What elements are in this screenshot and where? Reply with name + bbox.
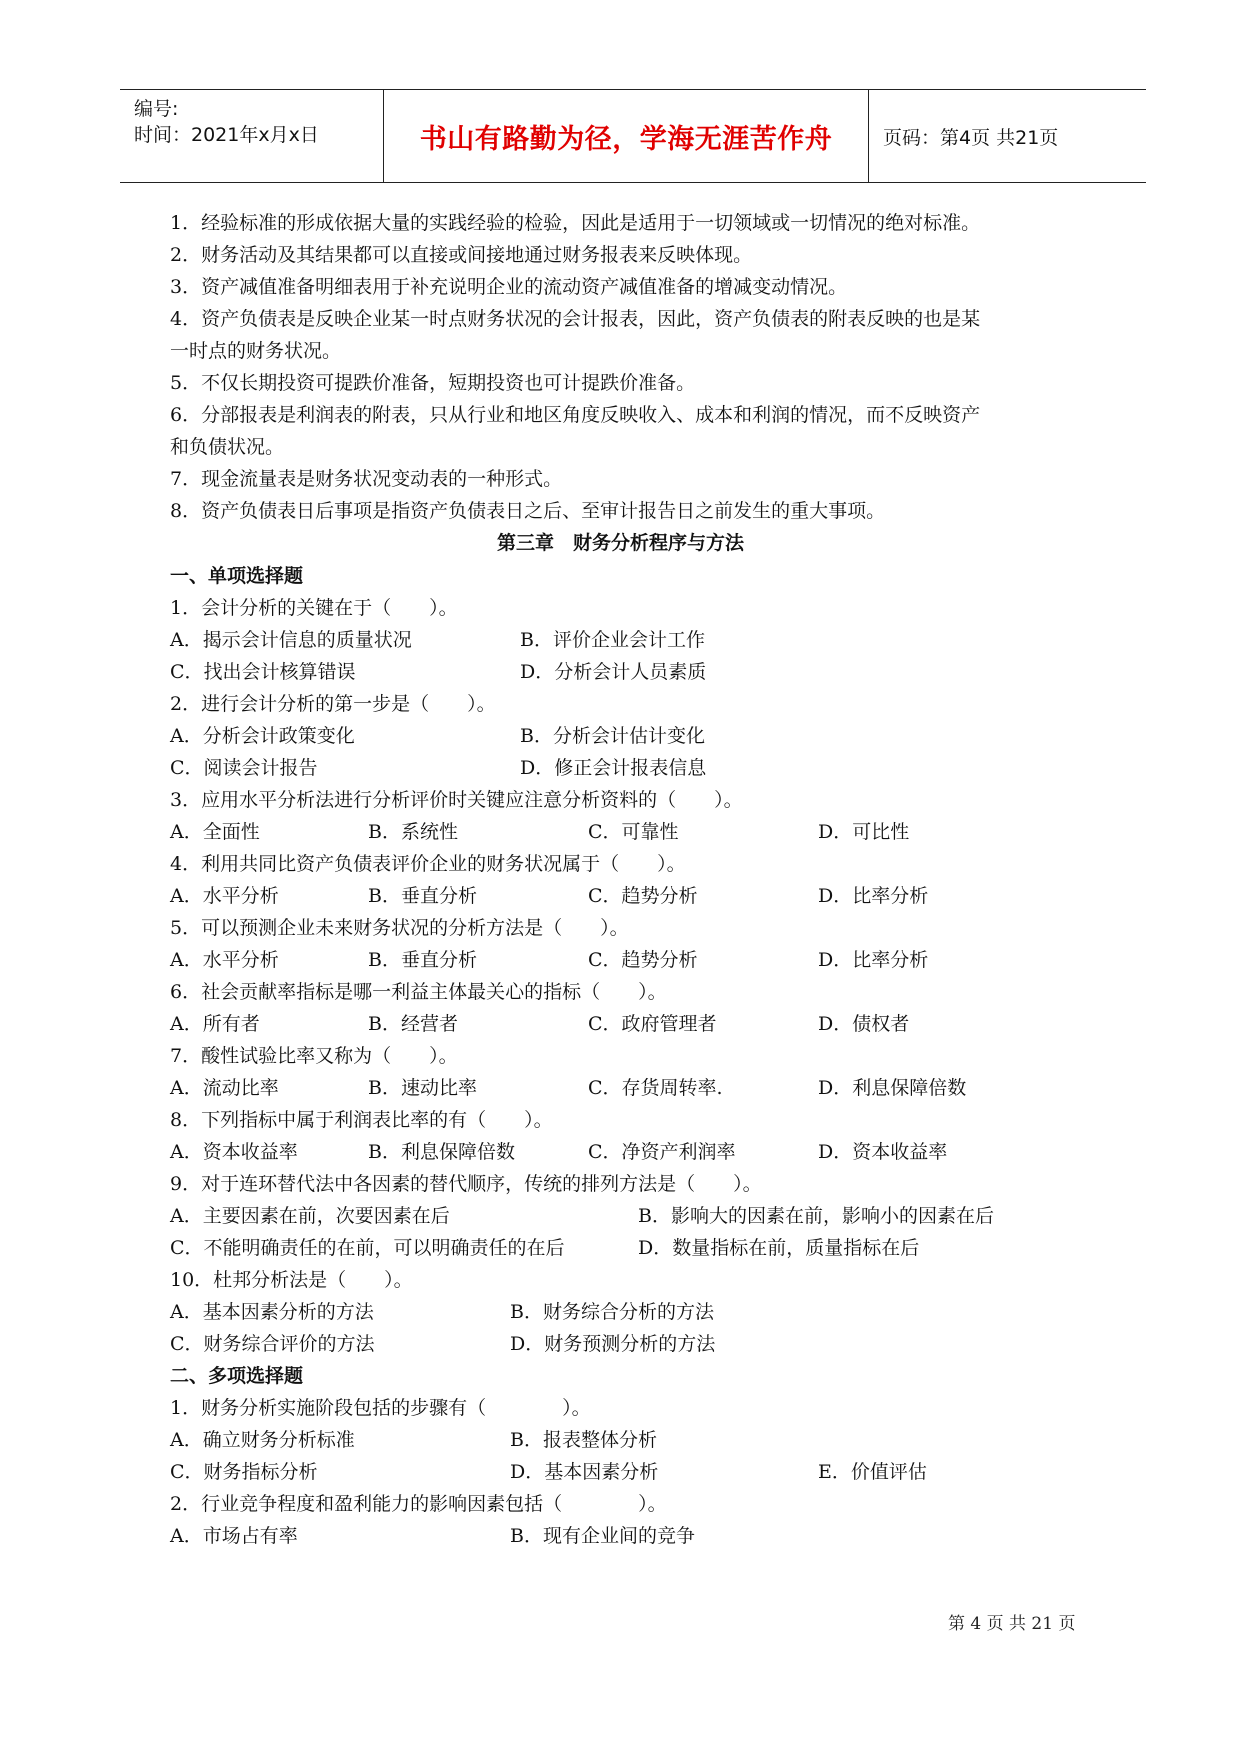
statement-line: 8．资产负债表日后事项是指资产负债表日之后、至审计报告日之前发生的重大事项。 [170,500,886,522]
question: 10．杜邦分析法是（ ）。 [170,1269,413,1291]
number-label: 编号: [134,98,179,120]
option: C．财务指标分析 [170,1461,318,1483]
option: D．可比性 [818,821,910,843]
option: C．阅读会计报告 [170,757,318,779]
question: 1．财务分析实施阶段包括的步骤有（ ）。 [170,1397,591,1419]
option: D．债权者 [818,1013,910,1035]
question: 1．会计分析的关键在于（ ）。 [170,597,458,619]
question: 8．下列指标中属于利润表比率的有（ ）。 [170,1109,553,1131]
option: D．利息保障倍数 [818,1077,967,1099]
statement-line: 7．现金流量表是财务状况变动表的一种形式。 [170,468,563,490]
option: D．资本收益率 [818,1141,948,1163]
question: 7．酸性试验比率又称为（ ）。 [170,1045,458,1067]
question: 6．社会贡献率指标是哪一利益主体最关心的指标（ ）。 [170,981,667,1003]
option: D．数量指标在前，质量指标在后 [638,1237,920,1259]
option: A．揭示会计信息的质量状况 [170,629,412,651]
option: C．财务综合评价的方法 [170,1333,375,1355]
option: A．所有者 [170,1013,260,1035]
option: A．全面性 [170,821,260,843]
option: B．影响大的因素在前，影响小的因素在后 [638,1205,994,1227]
time-label: 时间：2021年x月x日 [134,124,319,146]
page-header [120,89,1146,183]
option: A．资本收益率 [170,1141,298,1163]
option: A．水平分析 [170,949,279,971]
option: B．评价企业会计工作 [520,629,705,651]
option: A．流动比率 [170,1077,279,1099]
option: D．基本因素分析 [510,1461,659,1483]
option: B．系统性 [368,821,458,843]
option: A．主要因素在前，次要因素在后 [170,1205,450,1227]
option: B．速动比率 [368,1077,477,1099]
option: C．找出会计核算错误 [170,661,356,683]
statement-line: 4．资产负债表是反映企业某一时点财务状况的会计报表，因此，资产负债表的附表反映的也是某 [170,308,981,330]
statement-line: 2．财务活动及其结果都可以直接或间接地通过财务报表来反映体现。 [170,244,753,266]
option: D．财务预测分析的方法 [510,1333,716,1355]
option: B．垂直分析 [368,949,477,971]
option: B．现有企业间的竞争 [510,1525,695,1547]
option: A．市场占有率 [170,1525,298,1547]
option: A．基本因素分析的方法 [170,1301,374,1323]
header-page-info: 页码：第4页 共21页 [883,126,1059,149]
option: B．利息保障倍数 [368,1141,515,1163]
statement-line: 5．不仅长期投资可提跌价准备，短期投资也可计提跌价准备。 [170,372,696,394]
section-title-single: 一、单项选择题 [170,565,304,587]
option: C．趋势分析 [588,885,698,907]
option: C．政府管理者 [588,1013,717,1035]
motto-text: 书山有路勤为径，学海无涯苦作舟 [419,123,833,155]
header-motto [384,90,869,182]
question: 2．进行会计分析的第一步是（ ）。 [170,693,496,715]
option: C．趋势分析 [588,949,698,971]
option: B．分析会计估计变化 [520,725,705,747]
statement-line: 3．资产减值准备明细表用于补充说明企业的流动资产减值准备的增减变动情况。 [170,276,848,298]
option: B．垂直分析 [368,885,477,907]
header-meta [120,90,384,182]
statement-line: 1．经验标准的形成依据大量的实践经验的检验，因此是适用于一切领域或一切情况的绝对标准。 [170,212,981,234]
section-title-multi: 二、多项选择题 [170,1365,304,1387]
option: B．报表整体分析 [510,1429,657,1451]
question: 3．应用水平分析法进行分析评价时关键应注意分析资料的（ ）。 [170,789,743,811]
option: B．经营者 [368,1013,458,1035]
statement-line: 一时点的财务状况。 [170,340,342,362]
option: B．财务综合分析的方法 [510,1301,714,1323]
question: 9．对于连环替代法中各因素的替代顺序，传统的排列方法是（ ）。 [170,1173,762,1195]
option: D．比率分析 [818,949,929,971]
statement-line: 和负债状况。 [170,436,285,458]
option: D．修正会计报表信息 [520,757,707,779]
page-footer: 第 4 页 共 21 页 [948,1614,1076,1634]
option: D．分析会计人员素质 [520,661,707,683]
option: C．存货周转率. [588,1077,723,1099]
chapter-title: 第三章 财务分析程序与方法 [496,532,744,554]
option: C．不能明确责任的在前，可以明确责任的在后 [170,1237,565,1259]
option: A．确立财务分析标准 [170,1429,355,1451]
option: C．净资产利润率 [588,1141,736,1163]
option: A．水平分析 [170,885,279,907]
option: A．分析会计政策变化 [170,725,355,747]
statement-line: 6．分部报表是利润表的附表，只从行业和地区角度反映收入、成本和利润的情况，而不反映资产 [170,404,981,426]
question: 4．利用共同比资产负债表评价企业的财务状况属于（ ）。 [170,853,686,875]
option: C．可靠性 [588,821,679,843]
question: 5．可以预测企业未来财务状况的分析方法是（ ）。 [170,917,629,939]
option: D．比率分析 [818,885,929,907]
question: 2．行业竞争程度和盈利能力的影响因素包括（ ）。 [170,1493,667,1515]
option: E．价值评估 [818,1461,927,1483]
